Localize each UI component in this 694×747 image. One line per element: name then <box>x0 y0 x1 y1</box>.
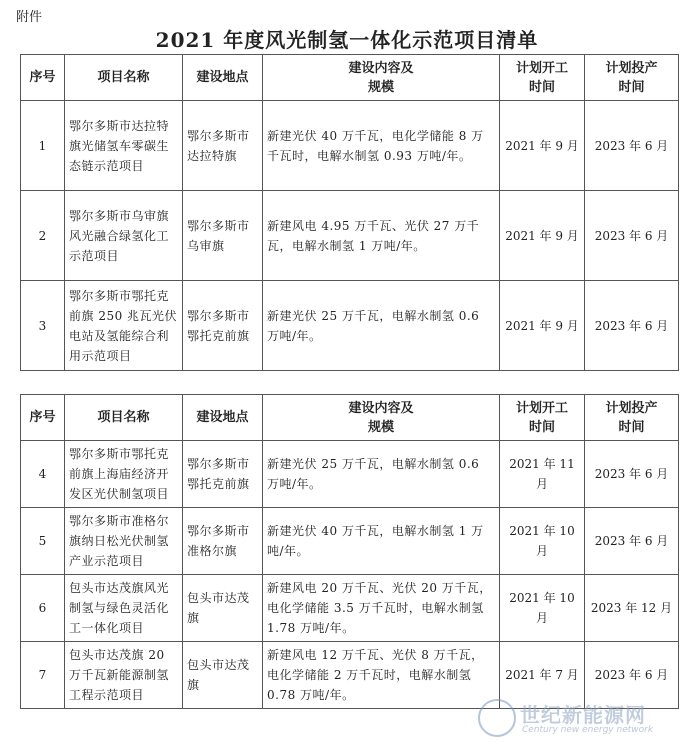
cell-name: 鄂尔多斯市乌审旗风光融合绿氢化工示范项目 <box>65 191 183 281</box>
table-header-row <box>21 395 679 441</box>
cell-location: 包头市达茂旗 <box>183 642 263 709</box>
cell-location: 鄂尔多斯市达拉特旗 <box>183 101 263 191</box>
cell-finish: 2023 年 12 月 <box>585 575 679 642</box>
header-finish: 计划投产 时间 <box>585 55 679 101</box>
cell-start: 2021 年 7 月 <box>500 642 585 709</box>
watermark <box>478 697 688 741</box>
header-start: 计划开工 时间 <box>500 395 585 441</box>
cell-content: 新建风电 12 万千瓦、光伏 8 万千瓦，电化学储能 2 万千瓦时，电解水制氢 0.78 万吨/年。 <box>263 642 500 709</box>
header-finish: 计划投产 时间 <box>585 395 679 441</box>
cell-content: 新建光伏 40 万千瓦，电化学储能 8 万千瓦时，电解水制氢 0.93 万吨/年。 <box>263 101 500 191</box>
cell-finish: 2023 年 6 月 <box>585 101 679 191</box>
document-title: 2021 年度风光制氢一体化示范项目清单 <box>155 28 539 52</box>
cell-content: 新建光伏 25 万千瓦，电解水制氢 0.6 万吨/年。 <box>263 281 500 371</box>
header-no: 序号 <box>21 395 65 441</box>
cell-content: 新建风电 20 万千瓦、光伏 20 万千瓦，电化学储能 3.5 万千瓦时，电解水制氢 1.78 万吨/年。 <box>263 575 500 642</box>
header-content: 建设内容及 规模 <box>263 395 500 441</box>
cell-name: 鄂尔多斯市准格尔旗纳日松光伏制氢产业示范项目 <box>65 508 183 575</box>
cell-start: 2021 年 9 月 <box>500 191 585 281</box>
cell-location: 鄂尔多斯市鄂托克前旗 <box>183 441 263 508</box>
table-row <box>21 441 679 508</box>
cell-name: 鄂尔多斯市鄂托克前旗 250 兆瓦光伏电站及氢能综合利用示范项目 <box>65 281 183 371</box>
cell-no: 5 <box>21 508 65 575</box>
cell-finish: 2023 年 6 月 <box>585 191 679 281</box>
header-location: 建设地点 <box>183 55 263 101</box>
cell-no: 6 <box>21 575 65 642</box>
cell-location: 鄂尔多斯市乌审旗 <box>183 191 263 281</box>
project-table-2 <box>20 394 679 709</box>
cell-name: 鄂尔多斯市鄂托克前旗上海庙经济开发区光伏制氢项目 <box>65 441 183 508</box>
watermark-sub-text: Century new energy network <box>522 725 654 735</box>
header-no: 序号 <box>21 55 65 101</box>
table-row <box>21 101 679 191</box>
cell-name: 鄂尔多斯市达拉特旗光储氢车零碳生态链示范项目 <box>65 101 183 191</box>
header-location: 建设地点 <box>183 395 263 441</box>
cell-start: 2021 年 11 月 <box>500 441 585 508</box>
cell-start: 2021 年 9 月 <box>500 101 585 191</box>
cell-no: 4 <box>21 441 65 508</box>
cell-start: 2021 年 10 月 <box>500 508 585 575</box>
cell-location: 包头市达茂旗 <box>183 575 263 642</box>
project-table-1 <box>20 54 679 371</box>
header-content: 建设内容及 规模 <box>263 55 500 101</box>
cell-start: 2021 年 10 月 <box>500 575 585 642</box>
attachment-label: 附件 <box>16 10 43 25</box>
header-name: 项目名称 <box>65 55 183 101</box>
cell-finish: 2023 年 6 月 <box>585 441 679 508</box>
cell-name: 包头市达茂旗 20 万千瓦新能源制氢工程示范项目 <box>65 642 183 709</box>
watermark-main-text: 世纪新能源网 <box>520 703 646 727</box>
cell-finish: 2023 年 6 月 <box>585 281 679 371</box>
cell-location: 鄂尔多斯市鄂托克前旗 <box>183 281 263 371</box>
cell-location: 鄂尔多斯市准格尔旗 <box>183 508 263 575</box>
table-row <box>21 575 679 642</box>
cell-no: 7 <box>21 642 65 709</box>
cell-finish: 2023 年 6 月 <box>585 642 679 709</box>
cell-no: 3 <box>21 281 65 371</box>
header-start: 计划开工 时间 <box>500 55 585 101</box>
cell-finish: 2023 年 6 月 <box>585 508 679 575</box>
table-row <box>21 191 679 281</box>
cell-start: 2021 年 9 月 <box>500 281 585 371</box>
header-name: 项目名称 <box>65 395 183 441</box>
cell-content: 新建光伏 40 万千瓦，电解水制氢 1 万吨/年。 <box>263 508 500 575</box>
table-row <box>21 508 679 575</box>
cell-no: 2 <box>21 191 65 281</box>
cell-name: 包头市达茂旗风光制氢与绿色灵活化工一体化项目 <box>65 575 183 642</box>
cell-content: 新建风电 4.95 万千瓦、光伏 27 万千瓦，电解水制氢 1 万吨/年。 <box>263 191 500 281</box>
table-header-row <box>21 55 679 101</box>
cell-content: 新建光伏 25 万千瓦，电解水制氢 0.6 万吨/年。 <box>263 441 500 508</box>
watermark-logo-icon <box>478 699 516 737</box>
cell-no: 1 <box>21 101 65 191</box>
table-row <box>21 281 679 371</box>
